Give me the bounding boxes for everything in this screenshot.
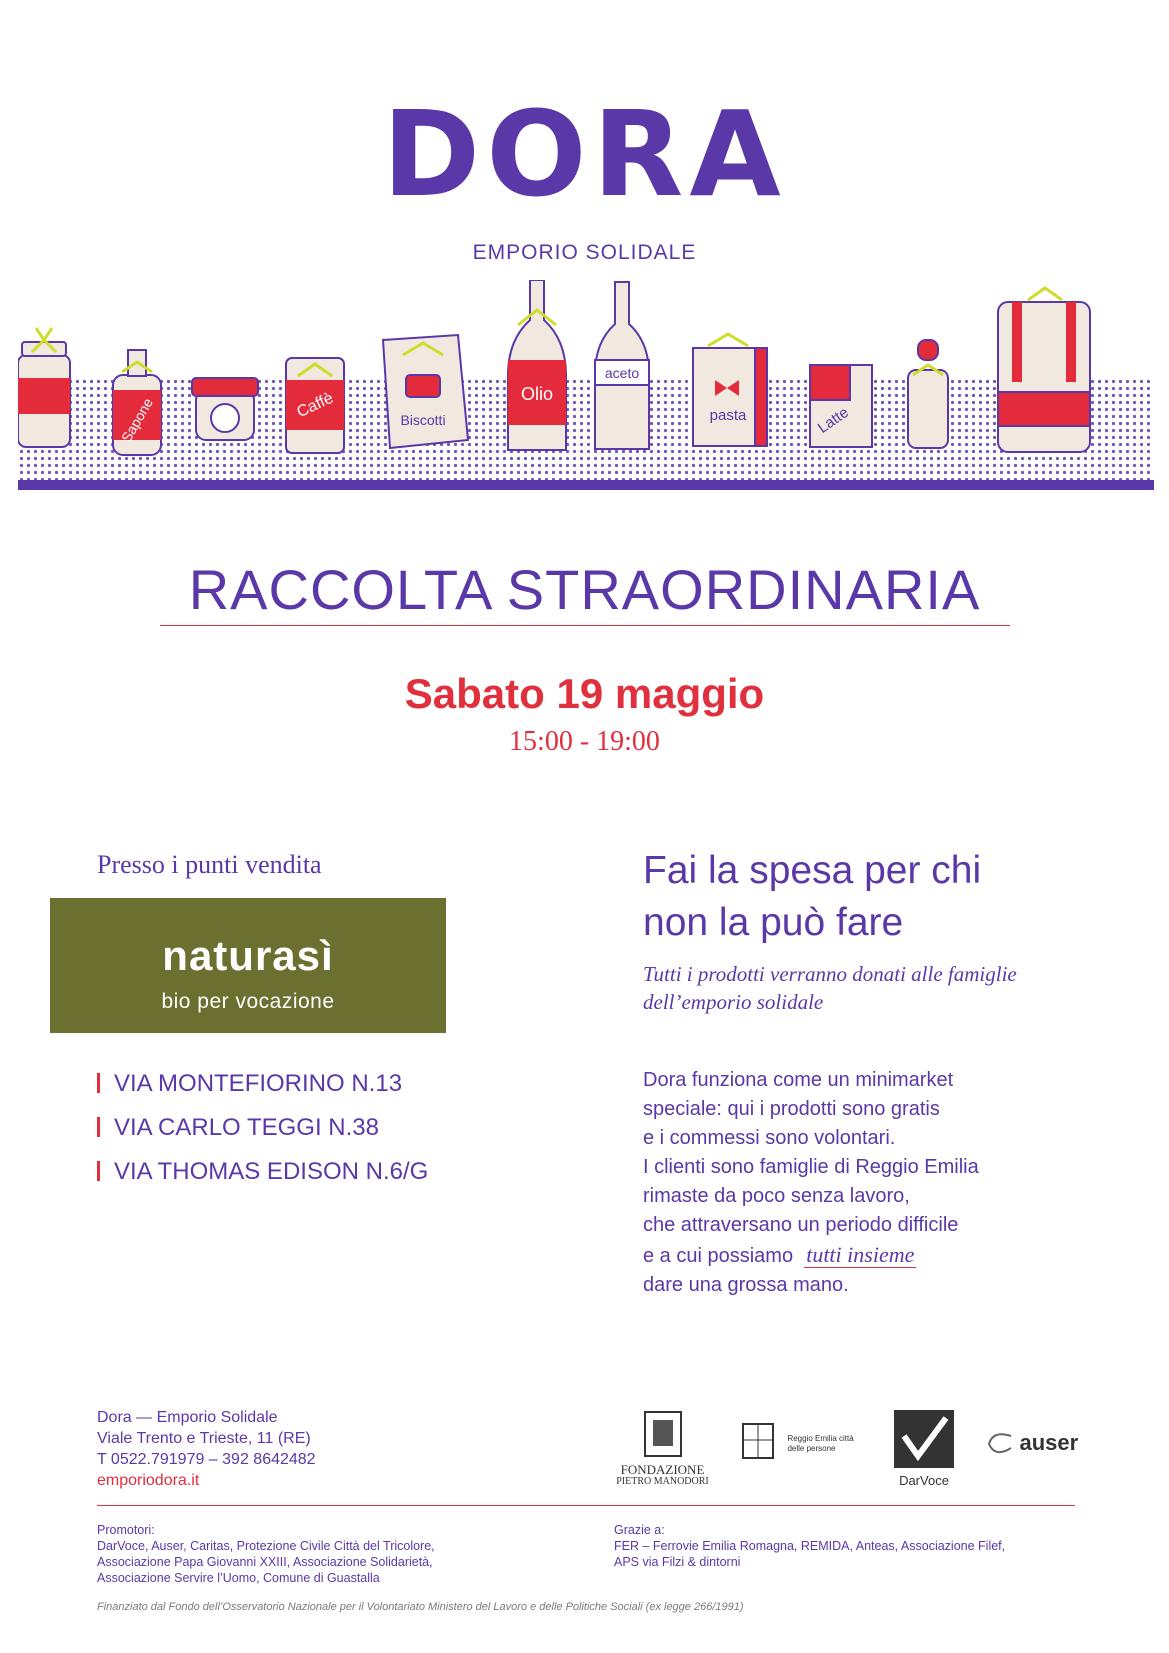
- jar-icon: [18, 328, 70, 447]
- bullet-mark: [97, 1161, 100, 1181]
- label-biscotti: Biscotti: [400, 412, 446, 428]
- emphasis-tutti-insieme: tutti insieme: [806, 1242, 915, 1267]
- comune-reggio-logo: Reggio Emilia città delle persone: [735, 1418, 885, 1470]
- label-olio: Olio: [520, 384, 554, 404]
- biscotti-bag-icon: [383, 335, 468, 448]
- logo-subtitle: EMPORIO SOLIDALE: [472, 241, 697, 264]
- contact-address: Viale Trento e Trieste, 11 (RE): [97, 1430, 311, 1447]
- products-shelf-illustration: [18, 280, 1154, 502]
- darvoce-check-icon: [894, 1410, 954, 1468]
- bullet-mark: [97, 1073, 100, 1093]
- coffee-jar-icon: [286, 358, 344, 453]
- footer-divider: [97, 1505, 1075, 1506]
- contact-website-link[interactable]: emporiodora.it: [97, 1472, 200, 1489]
- label-sapone: Sapone: [118, 395, 156, 445]
- vinegar-bottle-icon: [595, 282, 649, 449]
- auser-logo: auser: [985, 1428, 1078, 1458]
- comune-crest-icon: [735, 1418, 783, 1470]
- appeal-body: Dora funziona come un minimarket speciale: qui i prodotti sono gratis e i commessi sono volontari. I clienti sono famiglie di Reggio Emilia rimaste da poco senza lavoro, che attraversano un periodo difficile e a cui possiamo tutti insieme dare una grossa mano.: [643, 1069, 979, 1296]
- auser-swirl-icon: [985, 1428, 1015, 1458]
- promotori-block: Promotori: DarVoce, Auser, Caritas, Protezione Civile Città del Tricolore, Associazione Papa Giovanni XXIII, Associazione Solidarietà, Associazione Servire l’Uomo, Comune di Guastalla: [97, 1523, 435, 1585]
- event-date: Sabato 19 maggio: [404, 670, 765, 717]
- pasta-box-icon: [693, 334, 767, 446]
- grazie-block: Grazie a: FER – Ferrovie Emilia Romagna, REMIDA, Anteas, Associazione Filef, APS via Filzi & dintorni: [614, 1523, 1006, 1569]
- backpack-icon: [998, 288, 1090, 452]
- event-time: 15:00 - 19:00: [509, 726, 660, 757]
- appeal-headline: Fai la spesa per chi non la può fare: [643, 849, 982, 944]
- soap-bottle-icon: [113, 350, 161, 455]
- contact-block: [97, 1407, 316, 1491]
- fondazione-crest-icon: [643, 1410, 683, 1458]
- label-aceto: aceto: [604, 365, 640, 381]
- jam-jar-icon: [192, 378, 258, 440]
- naturasi-logo: [50, 898, 446, 1033]
- address-item: VIA CARLO TEGGI N.38: [97, 1114, 379, 1142]
- naturasi-tagline: bio per vocazione: [161, 990, 335, 1013]
- label-latte: Latte: [814, 403, 852, 437]
- oil-bottle-icon: [508, 280, 566, 450]
- stores-intro: Presso i punti vendita: [97, 850, 322, 879]
- label-pasta: pasta: [709, 407, 747, 424]
- fondazione-logo: FONDAZIONE PIETRO MANODORI: [615, 1410, 710, 1487]
- darvoce-logo: DarVoce: [893, 1410, 955, 1488]
- naturasi-brand: naturasì: [162, 932, 334, 979]
- logo-wordmark: DORA: [382, 85, 787, 223]
- event-title: RACCOLTA STRAORDINARIA: [188, 558, 981, 621]
- label-caffe: Caffè: [294, 389, 337, 422]
- address-item: VIA MONTEFIORINO N.13: [97, 1070, 402, 1098]
- funding-note: Finanziato dal Fondo dell’Osservatorio Nazionale per il Volontariato Ministero del Lavoro e delle Politiche Sociali (ex legge 266/1991): [97, 1601, 744, 1613]
- contact-name: Dora — Emporio Solidale: [97, 1409, 278, 1426]
- milk-carton-icon: [810, 365, 872, 447]
- address-item: VIA THOMAS EDISON N.6/G: [97, 1158, 428, 1186]
- contact-phone: T 0522.791979 – 392 8642482: [97, 1451, 316, 1468]
- bullet-mark: [97, 1117, 100, 1137]
- title-divider: [160, 625, 1010, 626]
- appeal-subline: Tutti i prodotti verranno donati alle famiglie dell’emporio solidale: [643, 962, 1017, 1014]
- baby-bottle-icon: [908, 340, 948, 448]
